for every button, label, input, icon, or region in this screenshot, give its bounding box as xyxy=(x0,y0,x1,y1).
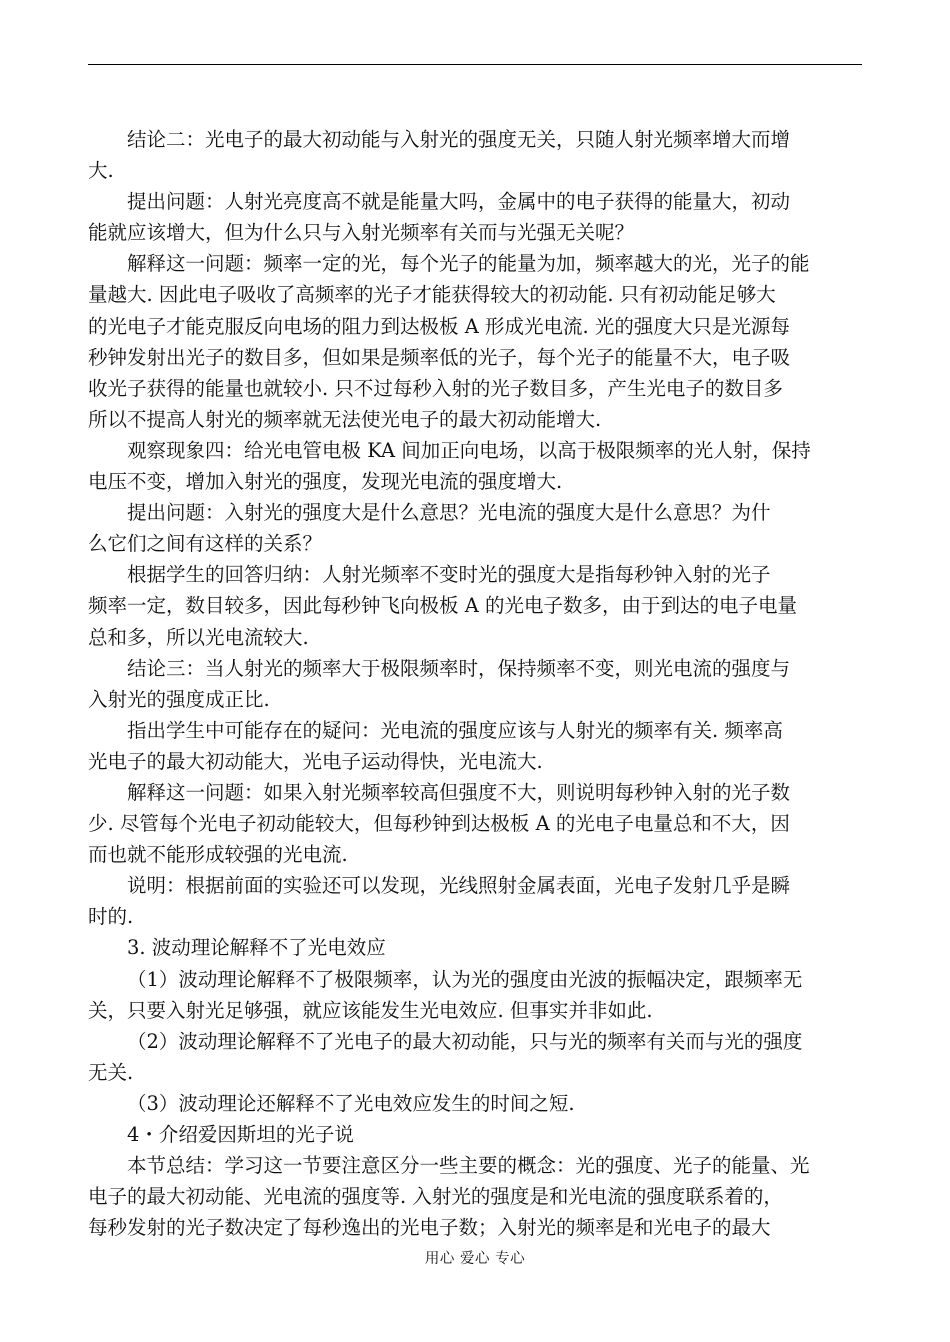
text-line: 无关. xyxy=(88,1060,134,1084)
text-line: 入射光的强度成正比. xyxy=(88,687,270,711)
paragraph xyxy=(88,1119,864,1150)
paragraph xyxy=(88,435,864,497)
text-line: 电子的最大初动能、光电流的强度等. 入射光的强度是和光电流的强度联系着的， xyxy=(88,1185,783,1209)
text-line: （2）波动理论解释不了光电子的最大初动能，只与光的频率有关而与光的强度 xyxy=(127,1029,803,1053)
text-line: 么它们之间有这样的关系？ xyxy=(88,532,323,556)
text-line: 的光电子才能克服反向电场的阻力到达极板 A 形成光电流. 光的强度大只是光源每 xyxy=(88,314,790,338)
document-body xyxy=(88,124,864,1243)
text-line: 解释这一问题：如果入射光频率较高但强度不大，则说明每秒钟入射的光子数 xyxy=(127,780,791,804)
paragraph xyxy=(88,124,864,186)
paragraph xyxy=(88,186,864,248)
text-line: 提出问题：入射光的强度大是什么意思？光电流的强度大是什么意思？为什 xyxy=(127,501,771,525)
paragraph xyxy=(88,653,864,715)
text-line: 少. 尽管每个光电子初动能较大，但每秒钟到达极板 A 的光电子电量总和不大，因 xyxy=(88,812,790,836)
text-line: 而也就不能形成较强的光电流. xyxy=(88,843,348,867)
paragraph xyxy=(88,777,864,870)
text-line: 结论二：光电子的最大初动能与入射光的强度无关，只随人射光频率增大而增 xyxy=(127,128,791,151)
text-line: 频率一定，数目较多，因此每秒钟飞向极板 A 的光电子数多，由于到达的电子电量 xyxy=(88,594,797,618)
text-line: 秒钟发射出光子的数目多，但如果是频率低的光子，每个光子的能量不大，电子吸 xyxy=(88,345,791,369)
paragraph xyxy=(88,1150,864,1243)
text-line: 光电子的最大初动能大，光电子运动得快，光电流大. xyxy=(88,749,543,773)
paragraph xyxy=(88,248,864,435)
text-line: 所以不提高人射光的频率就无法使光电子的最大初动能增大. xyxy=(88,407,602,431)
text-line: 能就应该增大，但为什么只与入射光频率有关而与光强无关呢？ xyxy=(88,221,635,245)
text-line: 时的. xyxy=(88,905,134,929)
paragraph xyxy=(88,964,864,1026)
header-rule xyxy=(88,64,862,65)
text-line: 3. 波动理论解释不了光电效应 xyxy=(127,936,386,960)
paragraph xyxy=(88,1088,864,1119)
text-line: 根据学生的回答归纳：人射光频率不变时光的强度大是指每秒钟入射的光子 xyxy=(127,563,771,587)
text-line: 4・介绍爱因斯坦的光子说 xyxy=(127,1123,354,1146)
paragraph xyxy=(88,870,864,932)
paragraph xyxy=(88,497,864,559)
page-footer: 用心 爱心 专心 xyxy=(424,1251,526,1267)
text-line: （3）波动理论还解释不了光电效应发生的时间之短. xyxy=(127,1091,575,1115)
text-line: 量越大. 因此电子吸收了高频率的光子才能获得较大的初动能. 只有初动能足够大 xyxy=(88,283,776,307)
paragraph xyxy=(88,715,864,777)
text-line: 本节总结：学习这一节要注意区分一些主要的概念：光的强度、光子的能量、光 xyxy=(127,1154,810,1178)
text-line: 指出学生中可能存在的疑问：光电流的强度应该与人射光的频率有关. 频率高 xyxy=(127,718,783,742)
text-line: （1）波动理论解释不了极限频率，认为光的强度由光波的振幅决定，跟频率无 xyxy=(127,967,803,991)
text-line: 大. xyxy=(88,159,114,183)
text-line: 收光子获得的能量也就较小. 只不过每秒入射的光子数目多，产生光电子的数目多 xyxy=(88,376,783,400)
text-line: 结论三：当人射光的频率大于极限频率时，保持频率不变，则光电流的强度与 xyxy=(127,656,791,680)
text-line: 电压不变，增加入射光的强度，发现光电流的强度增大. xyxy=(88,470,563,494)
text-line: 提出问题：人射光亮度高不就是能量大吗，金属中的电子获得的能量大，初动 xyxy=(127,190,791,214)
paragraph xyxy=(88,1026,864,1088)
text-line: 关，只要入射光足够强，就应该能发生光电效应. 但事实并非如此. xyxy=(88,998,653,1022)
text-line: 每秒发射的光子数决定了每秒逸出的光电子数；入射光的频率是和光电子的最大 xyxy=(88,1216,771,1240)
text-line: 总和多，所以光电流较大. xyxy=(88,625,309,649)
paragraph xyxy=(88,932,864,963)
text-line: 解释这一问题：频率一定的光，每个光子的能量为加，频率越大的光，光子的能 xyxy=(127,252,810,276)
text-line: 说明：根据前面的实验还可以发现，光线照射金属表面，光电子发射几乎是瞬 xyxy=(127,874,791,898)
paragraph xyxy=(88,559,864,652)
text-line: 观察现象四：给光电管电极 KA 间加正向电场，以高于极限频率的光人射，保持 xyxy=(127,438,811,462)
